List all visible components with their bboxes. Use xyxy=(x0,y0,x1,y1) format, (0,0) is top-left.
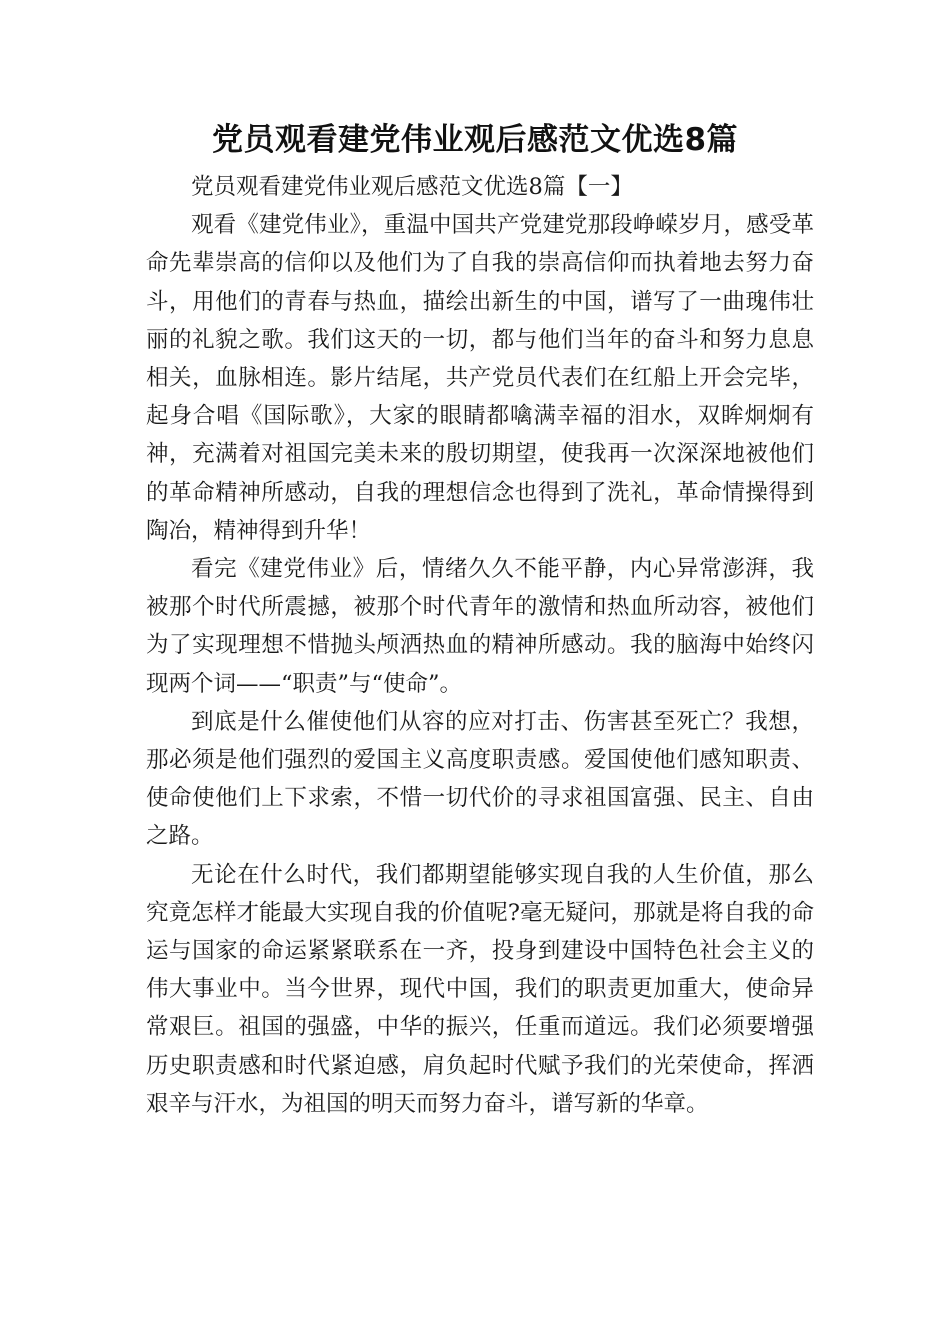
paragraph-4: 无论在什么时代，我们都期望能够实现自我的人生价值，那么究竟怎样才能最大实现自我的价值呢?毫无疑问，那就是将自我的命运与国家的命运紧紧联系在一齐，投身到建设中国特色社会主义的伟大事业中。当今世界，现代中国，我们的职责更加重大，使命异常艰巨。祖国的强盛，中华的振兴，任重而道远。我们必须要增强历史职责感和时代紧迫感，肩负起时代赋予我们的光荣使命，挥洒艰辛与汗水，为祖国的明天而努力奋斗，谱写新的华章。 xyxy=(146,861,814,1117)
paragraph-3: 到底是什么催使他们从容的应对打击、伤害甚至死亡？我想，那必须是他们强烈的爱国主义高度职责感。爱国使他们感知职责、使命使他们上下求索，不惜一切代价的寻求祖国富强、民主、自由之路。 xyxy=(146,708,814,850)
document-body xyxy=(146,168,814,1123)
document-title: 党员观看建党伟业观后感范文优选8篇 xyxy=(211,122,739,158)
section-heading: 党员观看建党伟业观后感范文优选8篇【一】 xyxy=(191,174,633,200)
paragraph-2: 看完《建党伟业》后，情绪久久不能平静，内心异常澎湃，我被那个时代所震撼，被那个时代青年的激情和热血所动容，被他们为了实现理想不惜抛头颅洒热血的精神所感动。我的脑海中始终闪现两个词——“职责”与“使命”。 xyxy=(146,556,814,697)
paragraph-1: 观看《建党伟业》，重温中国共产党建党那段峥嵘岁月，感受革命先辈崇高的信仰以及他们为了自我的崇高信仰而执着地去努力奋斗，用他们的青春与热血，描绘出新生的中国，谱写了一曲瑰伟壮丽的礼貌之歌。我们这天的一切，都与他们当年的奋斗和努力息息相关，血脉相连。影片结尾，共产党员代表们在红船上开会完毕，起身合唱《国际歌》，大家的眼睛都噙满幸福的泪水，双眸炯炯有神，充满着对祖国完美未来的殷切期望，使我再一次深深地被他们的革命精神所感动，自我的理想信念也得到了洗礼，革命情操得到陶冶，精神得到升华！ xyxy=(146,212,814,544)
